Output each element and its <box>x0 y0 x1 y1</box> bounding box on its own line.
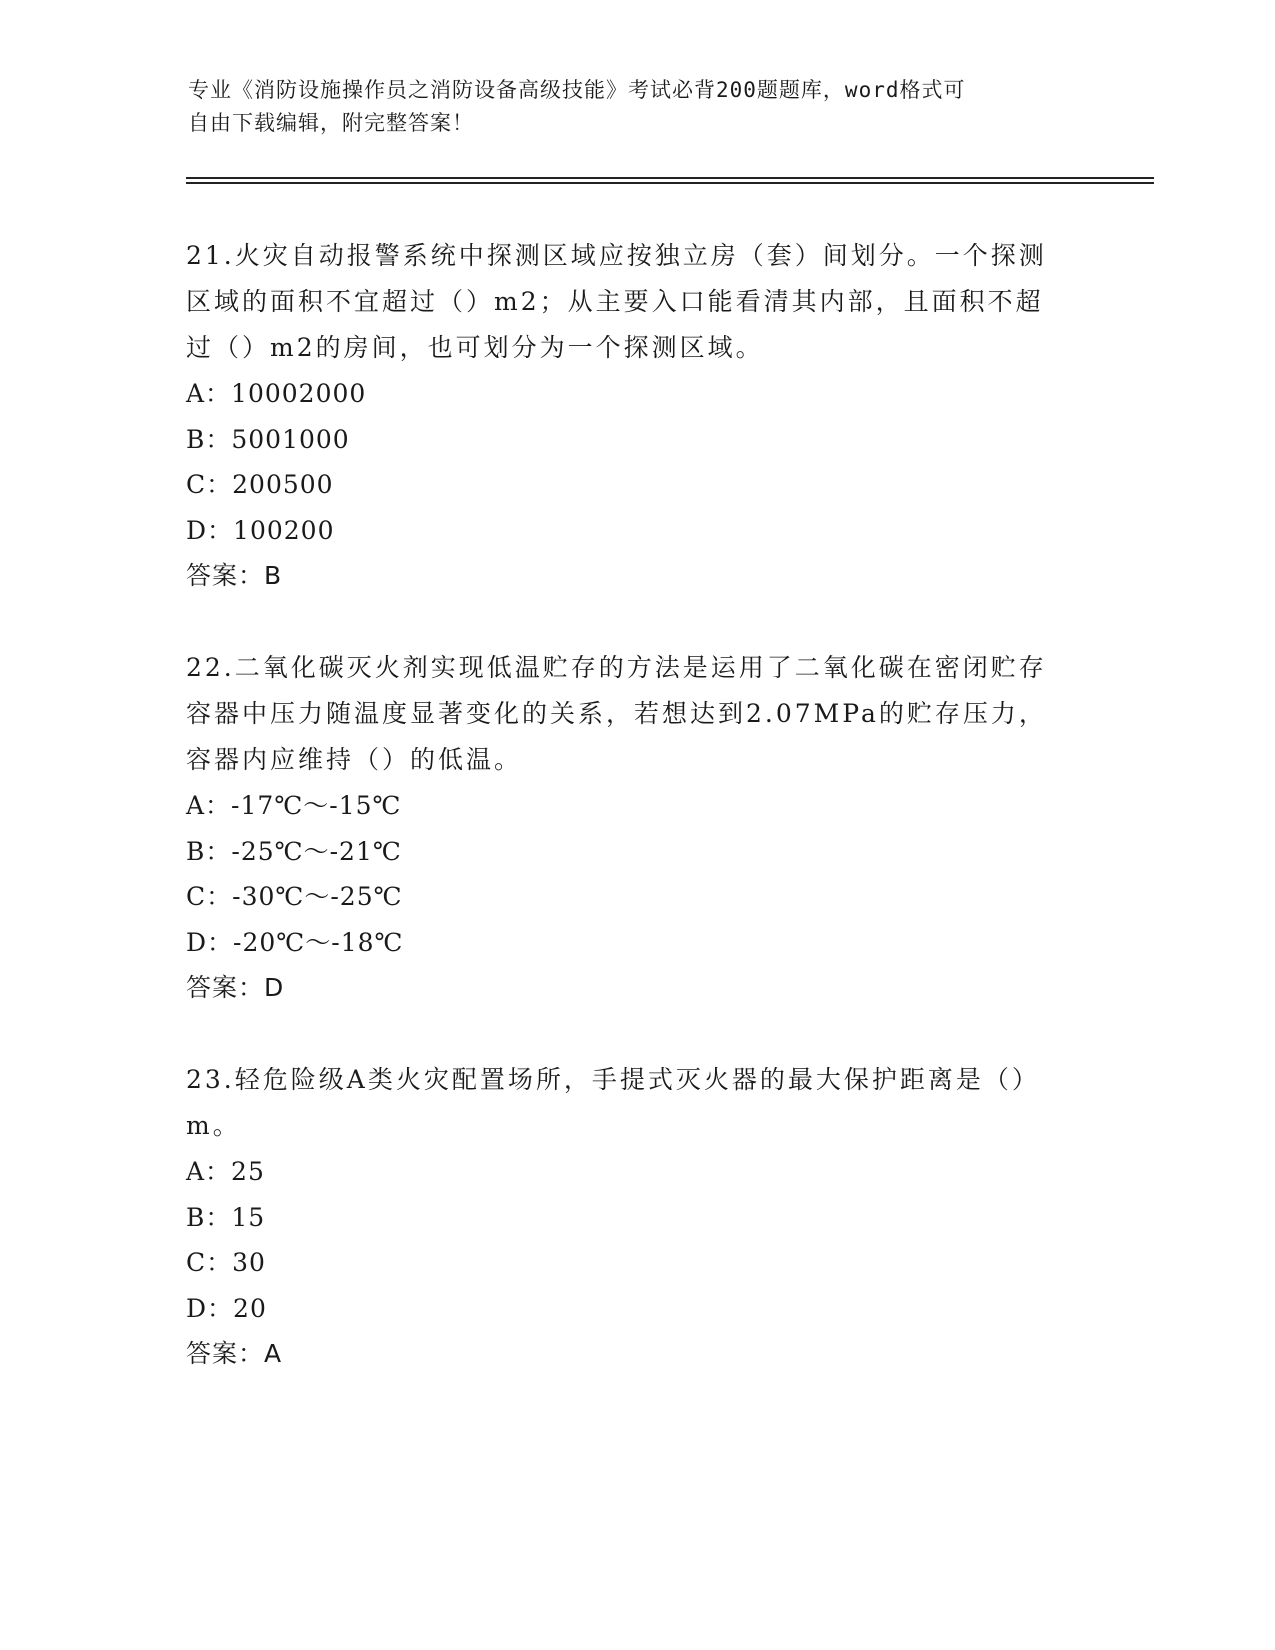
option-c: C：200500 <box>186 470 334 499</box>
question-text-line: 21.火灾自动报警系统中探测区域应按独立房（套）间划分。一个探测 <box>186 241 1047 270</box>
question-text-line: m。 <box>186 1111 241 1140</box>
option-a: A：-17℃～-15℃ <box>186 791 402 820</box>
answer-line: 答案：B <box>186 561 283 590</box>
question-text <box>186 233 1086 371</box>
question-text-line: 22.二氧化碳灭火剂实现低温贮存的方法是运用了二氧化碳在密闭贮存 <box>186 653 1047 682</box>
header-line-1: 专业《消防设施操作员之消防设备高级技能》考试必背200题题库，word格式可 <box>188 78 966 102</box>
option-d: D：20 <box>186 1293 267 1323</box>
question-21 <box>186 233 1086 599</box>
option-b: B：-25℃～-21℃ <box>186 836 402 866</box>
option-b: B：5001000 <box>186 424 350 454</box>
option-a: A：25 <box>186 1157 265 1186</box>
option-c: C：30 <box>186 1248 266 1277</box>
question-23 <box>186 1057 1086 1377</box>
option-d: D：100200 <box>186 515 335 545</box>
question-text-line: 过（）m2的房间，也可划分为一个探测区域。 <box>186 333 764 362</box>
question-text-line: 23.轻危险级A类火灾配置场所，手提式灭火器的最大保护距离是（） <box>186 1065 1040 1094</box>
header-divider-top <box>186 177 1154 179</box>
answer-line: 答案：A <box>186 1339 283 1368</box>
option-c: C：-30℃～-25℃ <box>186 882 403 911</box>
header-line-2: 自由下载编辑，附完整答案！ <box>188 111 474 135</box>
option-a: A：10002000 <box>186 379 367 408</box>
question-text <box>186 1057 1086 1149</box>
question-text <box>186 645 1086 783</box>
document-header <box>188 74 1088 140</box>
question-text-line: 容器内应维持（）的低温。 <box>186 745 523 774</box>
question-22 <box>186 645 1086 1011</box>
question-text-line: 区域的面积不宜超过（）m2；从主要入口能看清其内部，且面积不超 <box>186 287 1044 316</box>
answer-line: 答案：D <box>186 973 285 1002</box>
question-text-line: 容器中压力随温度显著变化的关系，若想达到2.07MPa的贮存压力， <box>186 699 1047 728</box>
option-b: B：15 <box>186 1202 266 1232</box>
header-divider-bottom <box>186 182 1154 184</box>
option-d: D：-20℃～-18℃ <box>186 927 404 957</box>
